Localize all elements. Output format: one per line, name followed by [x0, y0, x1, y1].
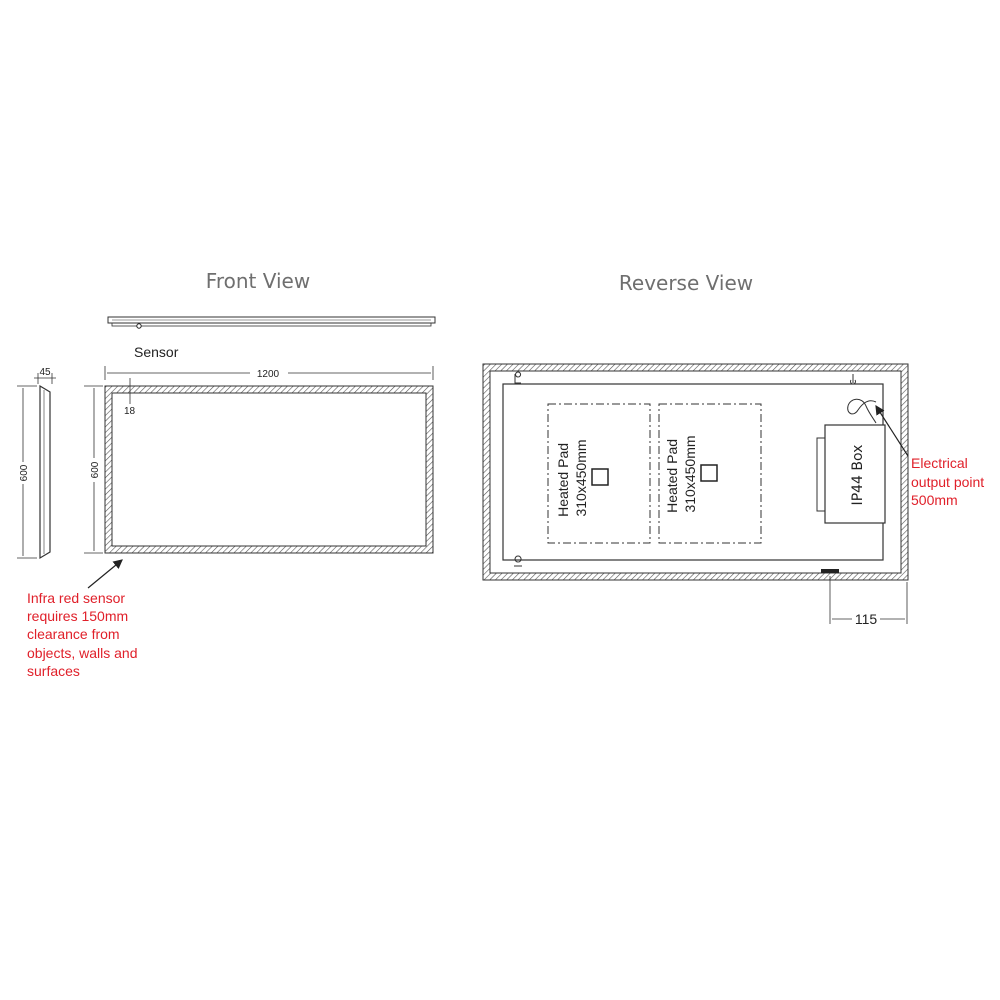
front-view [17, 269, 435, 679]
sensor-clearance-note: Infra red sensor requires 150mm clearance from objects, walls and surfaces [27, 590, 138, 679]
reverse-view-title: Reverse View [618, 271, 754, 295]
front-mirror-frame [105, 378, 433, 553]
heated-pad-left-label: Heated Pad 310x450mm [555, 439, 589, 517]
reverse-sensor-bump [821, 569, 839, 573]
dim-depth-label: 45 [39, 367, 51, 378]
dim-height-front-label: 600 [90, 461, 101, 479]
front-view-title: Front View [205, 269, 311, 293]
sensor-dot-icon [137, 324, 141, 328]
dim-frame-label: 18 [124, 406, 136, 417]
heated-pad-right-label: Heated Pad 310x450mm [664, 435, 698, 513]
hanging-hook-icon [515, 372, 521, 383]
dim-width-label: 1200 [256, 369, 280, 380]
front-top-strip [108, 317, 435, 328]
cable-loop-icon [848, 399, 876, 423]
hanging-hook-icon [514, 556, 522, 566]
hanging-hook-icon [851, 374, 856, 384]
reverse-view [483, 271, 988, 627]
front-side-profile [34, 373, 56, 558]
sensor-note-arrow-icon [88, 560, 122, 588]
dim-offset-label: 115 [854, 611, 878, 627]
sensor-label: Sensor [134, 344, 179, 360]
electrical-output-note: Electrical output point 500mm [911, 455, 985, 508]
dim-height-side-label: 600 [19, 464, 30, 482]
ip44-box-label: IP44 Box [850, 444, 866, 506]
